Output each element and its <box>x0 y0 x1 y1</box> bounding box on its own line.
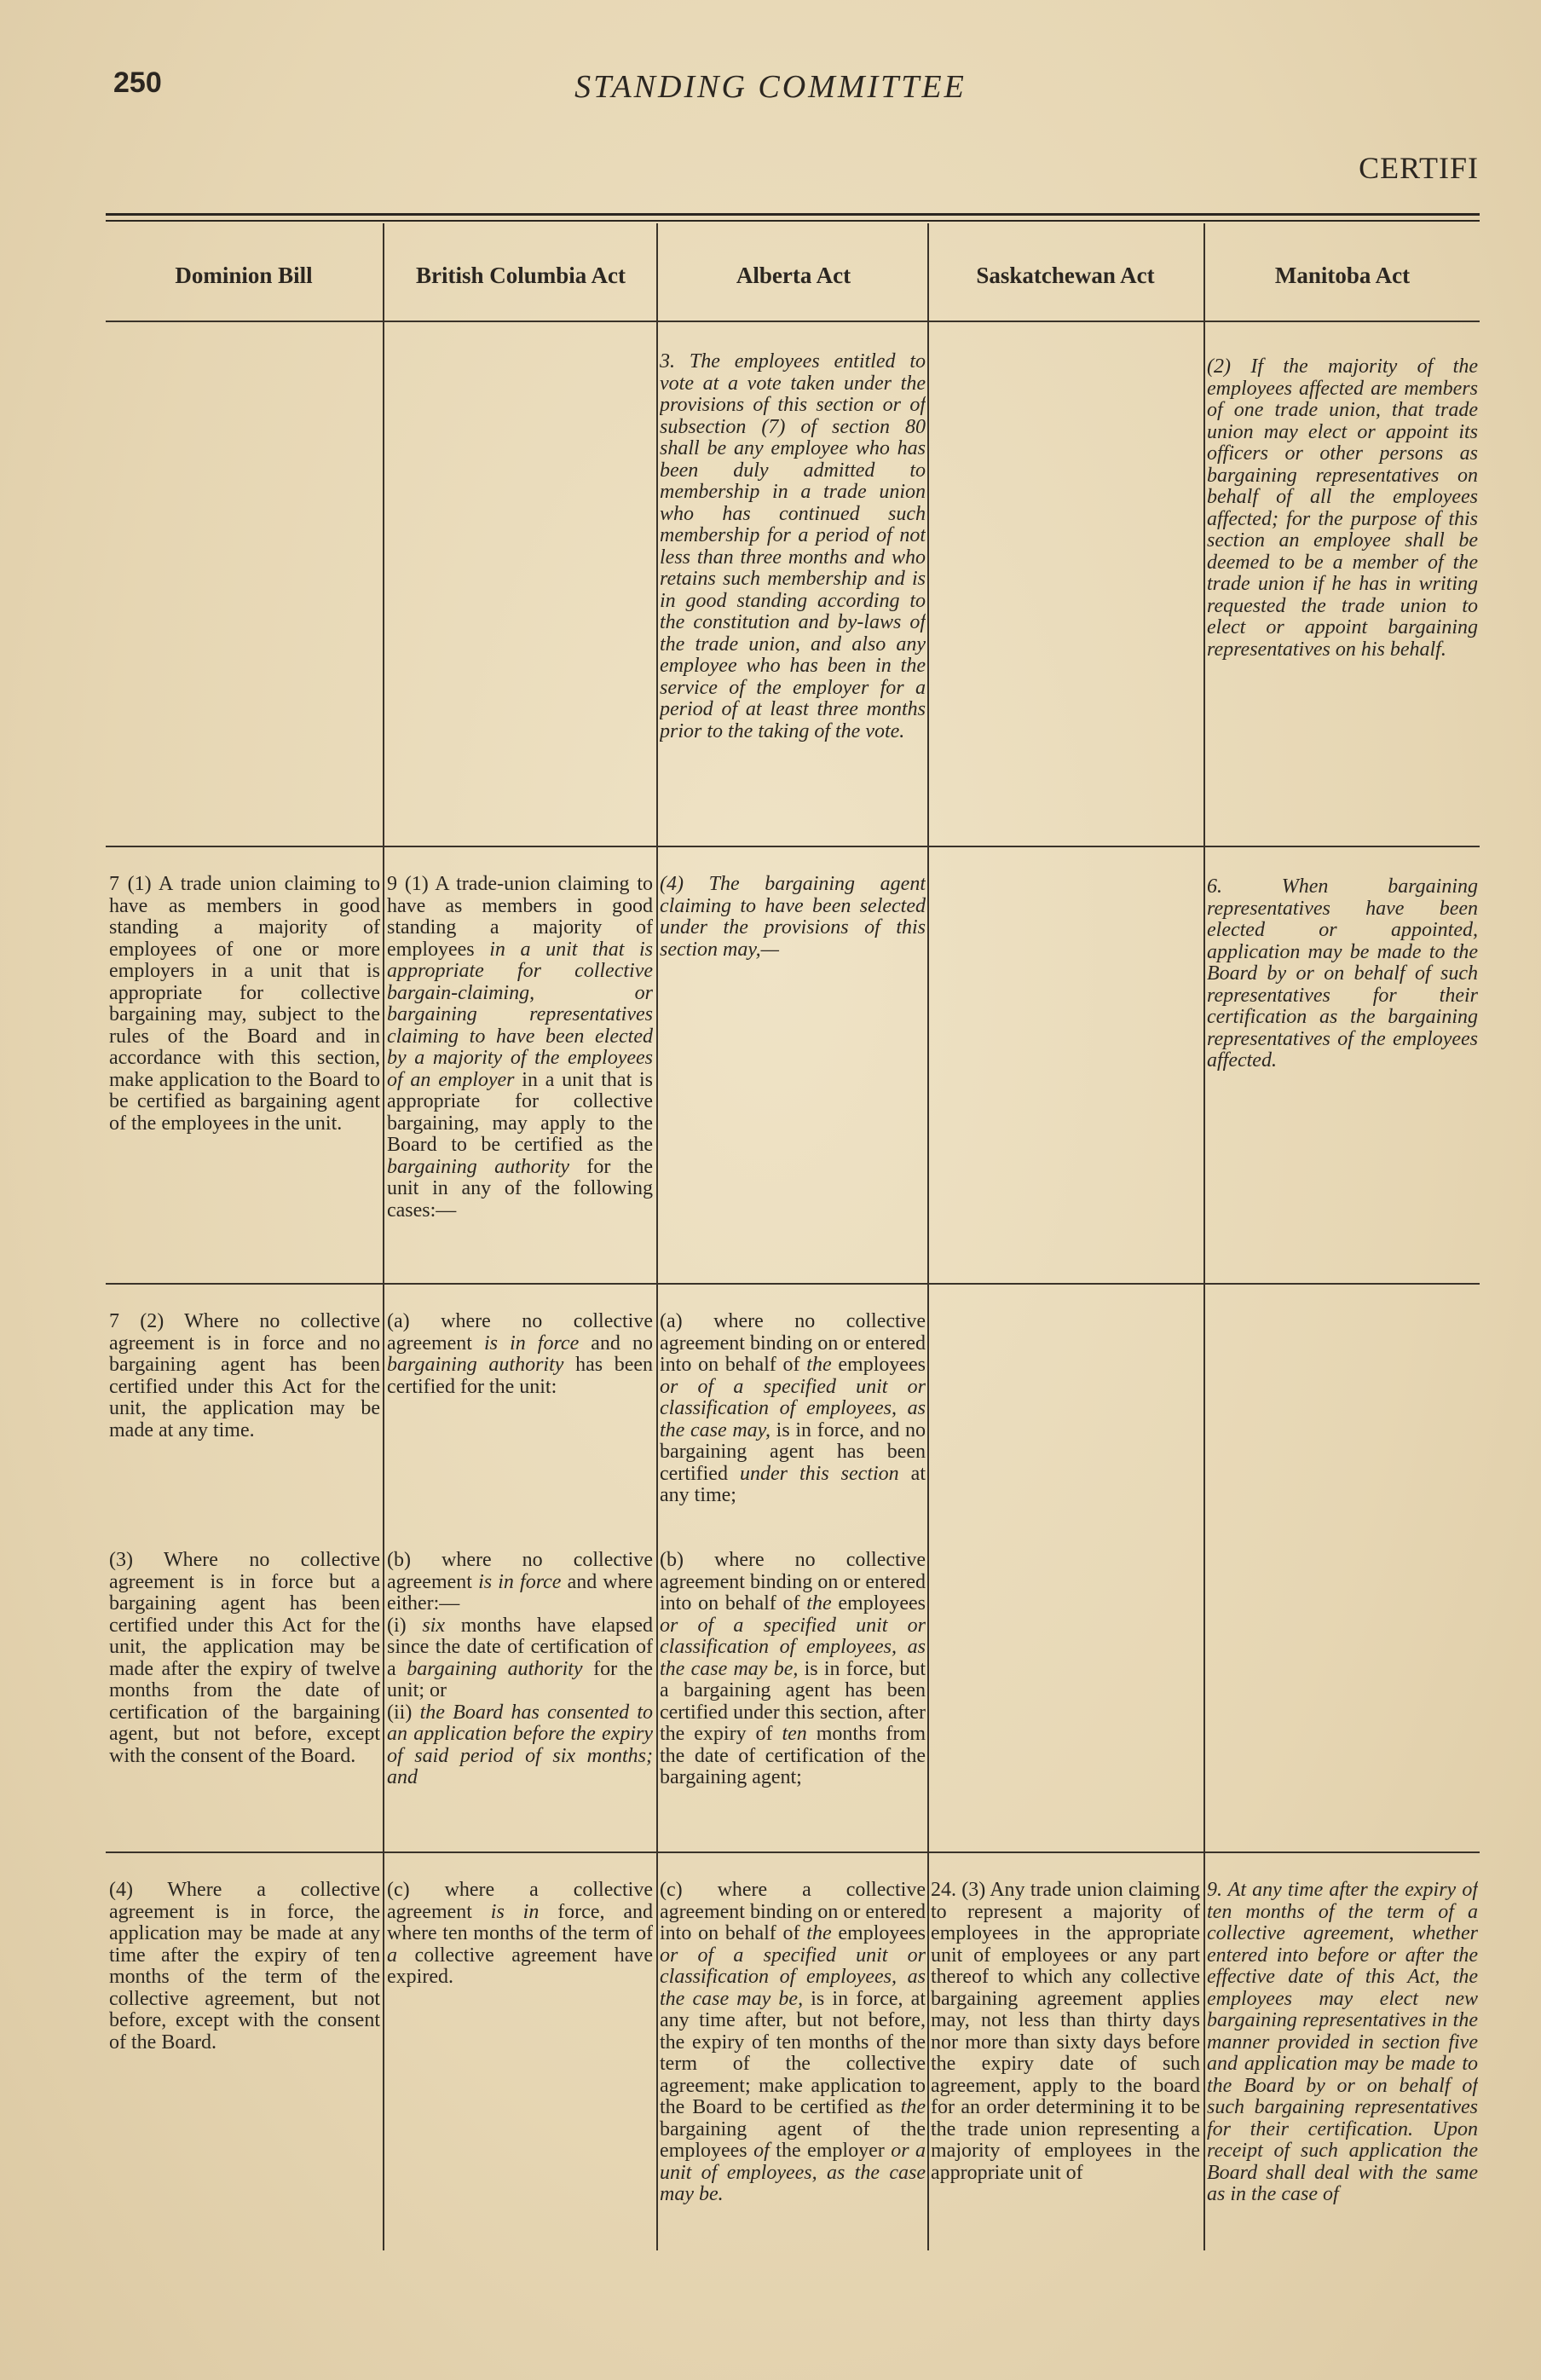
column-header-alberta: Alberta Act <box>736 263 851 288</box>
dominion-row3a-text: 7 (2) Where no collective agreement is in force and no bargaining agent has been certified under this Act for the unit, the application may be made at any time. <box>109 1311 380 1441</box>
bc-row3a-part: has been certified for the unit: <box>387 1354 653 1398</box>
bc-row4-part: force, and where ten months of the term of <box>387 1900 653 1944</box>
top-rule <box>106 213 1480 216</box>
alberta-row3b-part: employees <box>838 1592 926 1615</box>
dominion-row4-text: (4) Where a collective agreement is in force, the application may be made at any time after the expiry of ten months of the term of the collective agreement, but not before, except with the consent of the Board. <box>109 1880 380 2054</box>
bc-row2-part: 9 (1) A trade-union claiming to have as members in good standing a majority of employees <box>387 874 653 961</box>
alberta-row3a-part: under this section <box>739 1462 899 1485</box>
manitoba-row1-text: (2) If the majority of the employees affected are members of one trade union, that trade union may elect or appoint its officers or other persons as bargaining representatives on behalf of all the employees affected; for the purpose of this section an employee shall be deemed to be a member of the trade union if he has in writing requested the trade union to elect or appoint bargaining representatives on his behalf. <box>1207 356 1478 661</box>
alberta-row3b-part: the <box>806 1592 832 1615</box>
column-header-manitoba: Manitoba Act <box>1274 263 1411 288</box>
bc-row4-part: is in <box>490 1900 540 1923</box>
dominion-row3b-text: (3) Where no collective agreement is in force but a bargaining agent has been certified under this Act for the unit, the application may be made after the expiry of twelve months from the date of certification of the bargaining agent, but not before, except with the consent of the Board. <box>109 1550 380 1767</box>
bc-row2-text <box>387 874 653 1222</box>
row-rule <box>106 846 1480 847</box>
alberta-row4-text <box>660 1880 926 2206</box>
column-header-saskatchewan: Saskatchewan Act <box>976 263 1155 288</box>
column-divider <box>383 223 384 2250</box>
bc-row3b-part: the Board has consented to an application before the expiry of said period of six months; and <box>387 1701 653 1788</box>
bc-row2-part: for the unit in any of the following cases:— <box>387 1155 653 1222</box>
alberta-row3a-text <box>660 1311 926 1507</box>
bc-row4-part: a <box>387 1944 397 1967</box>
saskatchewan-row4-text: 24. (3) Any trade union claiming to represent a majority of employees in the appropriate unit of employees or any part thereof to which any collective bargaining agreement applies may, not less than thirty days nor more than sixty days before the expiry date of such agreement, apply to the board for an order determining it to be the trade union representing a majority of employees in the appropriate unit of <box>931 1880 1200 2184</box>
alberta-row3a-part: or of a specified unit or classification of employees, as the case may, <box>660 1375 926 1441</box>
alberta-row3b-part: (b) where no collective agreement binding on or entered into on behalf of <box>660 1550 926 1615</box>
running-head: STANDING COMMITTEE <box>574 69 967 105</box>
alberta-row3a-part: the <box>806 1354 832 1376</box>
bc-row4-text <box>387 1880 653 1989</box>
bc-row3a-part: is in force <box>484 1332 580 1355</box>
bc-row3b-part: is in force <box>478 1570 562 1593</box>
row-rule <box>106 1283 1480 1285</box>
alberta-row4-part: is in force, at any time after, but not before, the expiry of ten months of the term of the collective agreement; make application to the Board to be certified as <box>660 1987 926 2118</box>
alberta-row4-part: employees <box>838 1922 926 1944</box>
dominion-row2-text: 7 (1) A trade union claiming to have as members in good standing a majority of employees of one or more employers in a unit that is appropriate for collective bargaining may, subject to the rules of the Board and in accordance with this section, make application to the Board to be certified as bargaining agent of the employees in the unit. <box>109 874 380 1135</box>
alberta-row4-part: the <box>806 1922 832 1944</box>
alberta-row3a-part: employees <box>838 1354 926 1376</box>
bc-row3b-part: (b) where no collective agreement <box>387 1550 653 1593</box>
alberta-row4-part: or a unit of employees, as the case may be. <box>660 2140 926 2205</box>
bc-row3b-part: six <box>422 1614 446 1637</box>
bc-row3b-part: for the unit; or <box>387 1657 653 1701</box>
alberta-row2-text: (4) The bargaining agent claiming to have been selected under the provisions of this section may,— <box>660 874 926 961</box>
bc-row3a-part: and no <box>591 1332 653 1355</box>
bc-row4-part: collective agreement have expired. <box>387 1944 653 1988</box>
column-divider <box>1203 223 1205 2250</box>
alberta-row4-part: or of a specified unit or classification of employees, as the case may be, <box>660 1944 926 2010</box>
page-number: 250 <box>113 66 162 99</box>
alberta-row3a-part: (a) where no collective agreement binding on or entered into on behalf of <box>660 1311 926 1376</box>
bc-row4-part: (c) where a collective agreement <box>387 1880 653 1923</box>
section-head: CERTIFI <box>1359 151 1479 185</box>
bc-row2-part: bargaining authority <box>387 1155 570 1178</box>
alberta-row3b-part: ten <box>782 1723 807 1745</box>
alberta-row3a-part: is in force, and no bargaining agent has been certified <box>660 1418 926 1485</box>
column-header-bc: British Columbia Act <box>415 263 626 288</box>
bc-row3b-part: bargaining authority <box>407 1657 583 1680</box>
bc-row3a-part: (a) where no collective agreement <box>387 1311 653 1355</box>
column-header-dominion: Dominion Bill <box>175 263 313 288</box>
bc-row2-part: in a unit that is appropriate for collective bargain-claiming, or bargaining representatives claiming to have been elected by a majority of the employees of an employer <box>387 938 653 1091</box>
column-divider <box>927 223 929 2250</box>
row-rule <box>106 1851 1480 1853</box>
column-divider <box>656 223 658 2250</box>
alberta-row3b-part: or of a specified unit or classification of employees, as the case may be, <box>660 1614 926 1680</box>
manitoba-row2-text: 6. When bargaining representatives have been elected or appointed, application may be made to the Board by or on behalf of such representatives for their certification as the bargaining representatives of the employees affected. <box>1207 876 1478 1072</box>
bc-row3b-part: and where either:— <box>387 1570 653 1615</box>
alberta-row1-text: 3. The employees entitled to vote at a vote taken under the provisions of this section or of subsection (7) of section 80 shall be any employee who has been duly admitted to membership in a trade union who has continued such membership for a period of not less than three months and who retains such membership and is in good standing according to the constitution and by-laws of the trade union, and also any employee who has been in the service of the employer for a period of at least three months prior to the taking of the vote. <box>660 351 926 742</box>
alberta-row4-part: bargaining agent of the employees <box>660 2117 926 2162</box>
alberta-row3a-part: at any time; <box>660 1462 926 1506</box>
bc-row3a-part: bargaining authority <box>387 1354 564 1376</box>
bc-row2-part: in a unit that is appropriate for collective bargaining, may apply to the Board to be certified as the <box>387 1068 653 1156</box>
bc-row3b-part: months have elapsed since the date of certification of a <box>387 1614 653 1680</box>
alberta-row4-part: the <box>900 2096 926 2118</box>
alberta-row3b-part: is in force, but a bargaining agent has been certified under this section, after the expiry of <box>660 1657 926 1745</box>
bc-row3b-text <box>387 1550 653 1789</box>
alberta-row3b-text <box>660 1550 926 1789</box>
bc-row3a-text <box>387 1311 653 1398</box>
header-rule <box>106 321 1480 322</box>
bc-row3b-part: (ii) <box>387 1701 413 1724</box>
alberta-row4-part: of <box>753 2140 770 2162</box>
alberta-row3b-part: months from the date of certification of the bargaining agent; <box>660 1723 926 1788</box>
bc-row3b-part: (i) <box>387 1614 407 1637</box>
manitoba-row4-text: 9. At any time after the expiry of ten months of the term of a collective agreement, whether entered into before or after the effective date of this Act, the employees may elect new bargaining representatives in the manner provided in section five and application may be made to the Board by or on behalf of such bargaining representatives for their certification. Upon receipt of such application the Board shall deal with the same as in the case of <box>1207 1880 1478 2205</box>
top-rule-2 <box>106 220 1480 222</box>
alberta-row4-part: the employer <box>776 2140 885 2162</box>
alberta-row4-part: (c) where a collective agreement binding on or entered into on behalf of <box>660 1880 926 1944</box>
